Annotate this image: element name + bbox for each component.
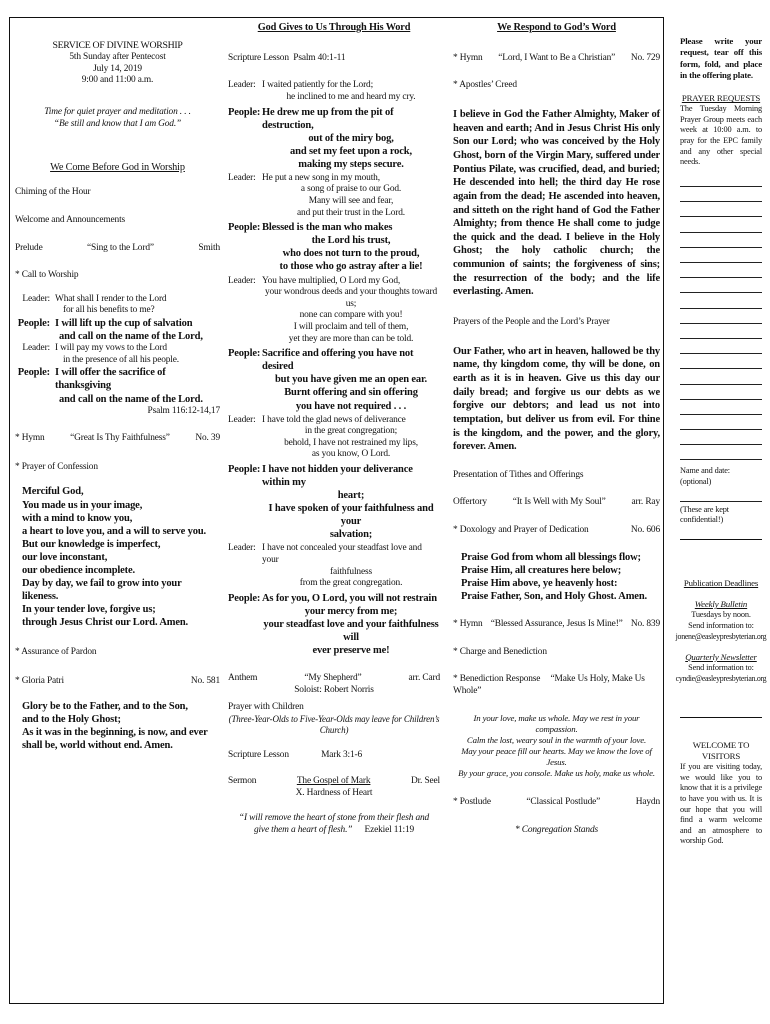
hymn-number: No. 39 <box>195 433 220 444</box>
psalm-text: yet they are more than can be told. <box>288 333 414 344</box>
psalm-line <box>228 310 440 322</box>
divider-1 <box>680 526 762 540</box>
hymn-2-title: “Lord, I Want to Be a Christian” <box>498 52 616 63</box>
psalm-role <box>228 426 262 438</box>
psalm-text: none can compare with you! <box>299 310 403 321</box>
psalm-text: from the great congregation. <box>299 578 403 589</box>
gloria-line: Glory be to the Father, and to the Son, <box>22 700 188 712</box>
psalm-role <box>228 260 262 273</box>
confession-line: Day by day, we fail to grow into your likeness. <box>22 577 182 602</box>
psalm-text: your mercy from me; <box>304 605 398 617</box>
scripture-lesson-1 <box>228 53 440 65</box>
psalm-line <box>228 438 440 450</box>
psalm-role: People: <box>228 348 261 360</box>
psalm-role <box>228 528 262 541</box>
psalm-text: He drew me up from the pit of destruction, <box>262 106 394 131</box>
psalm-role: Leader: <box>228 80 256 91</box>
sermon-row <box>228 776 440 788</box>
call-role <box>15 330 55 343</box>
doxology-line: Praise God from whom all blessings flow; <box>461 551 641 563</box>
psalm-text: I will proclaim and tell of them, <box>293 322 409 333</box>
offertory-title: “It Is Well with My Soul” <box>512 497 606 508</box>
psalm-text: and set my feet upon a rock, <box>290 145 412 157</box>
scripture-2-label: Scripture Lesson <box>228 750 289 761</box>
call-line <box>15 294 220 306</box>
psalm-line <box>228 145 440 158</box>
gloria-number: No. 581 <box>190 676 220 687</box>
scripture-1-label: Scripture Lesson <box>228 52 289 63</box>
gloria-row <box>15 676 220 688</box>
psalm-role <box>228 373 262 386</box>
call-line <box>15 355 220 367</box>
apostles-creed-label: * Apostles’ Creed <box>453 80 517 91</box>
psalm-text: You have multiplied, O Lord my God, <box>262 275 401 286</box>
psalm-role: Leader: <box>228 275 256 286</box>
call-role: Leader: <box>22 343 50 354</box>
hymn-row-3 <box>453 619 660 631</box>
offertory-label: Offertory <box>453 497 487 508</box>
weekly-bulletin-heading: Weekly Bulletin <box>694 599 748 610</box>
psalm-role <box>228 132 262 145</box>
call-role: People: <box>17 318 50 330</box>
psalm-text: He put a new song in my mouth, <box>262 172 380 183</box>
psalm-role <box>228 578 262 590</box>
meditation-line-1: Time for quiet prayer and meditation . . . <box>44 107 191 118</box>
psalm-role: People: <box>228 592 261 604</box>
psalm-text: I have told the glad news of deliverance <box>262 414 406 425</box>
confession-line: our obedience incomplete. <box>22 564 136 576</box>
anthem-label: Anthem <box>228 672 258 683</box>
psalm-role <box>228 618 262 644</box>
call-text: in the presence of all his people. <box>63 354 179 365</box>
psalm-role: Leader: <box>228 543 256 554</box>
psalm-text: as you know, O Lord. <box>311 449 391 460</box>
response-line: Calm the lost, weary soul in the warmth of your love. <box>466 735 647 746</box>
request-write-line[interactable] <box>680 385 762 400</box>
psalm-line <box>228 334 440 346</box>
call-role: People: <box>17 367 50 379</box>
psalm-line <box>228 489 440 502</box>
prayer-request-lines[interactable] <box>680 172 762 461</box>
psalm-line <box>228 184 440 196</box>
request-write-line[interactable] <box>680 354 762 369</box>
doxology-line: Praise Him above, ye heavenly host: <box>461 577 618 589</box>
psalm-role <box>228 184 262 196</box>
psalm-line <box>228 247 440 260</box>
assurance-of-pardon: * Assurance of Pardon <box>15 646 97 657</box>
lords-prayer-text: Our Father, who art in heaven, hallowed be thy name, thy kingdom come, thy will be done, on earth as it is in heaven. Give us this day our daily bread; and forgive us our debts as we forgive our debtors; and lead us not into temptation, but deliver us from evil. For thine is the kingdom, and the power, and the glory, forever. Amen. <box>453 345 660 453</box>
psalm-text: Sacrifice and offering you have not desired <box>262 348 414 373</box>
psalm-line <box>228 618 440 644</box>
anthem-soloist: Soloist: Robert Norris <box>294 684 374 695</box>
request-write-line[interactable] <box>680 400 762 415</box>
request-write-line[interactable] <box>680 263 762 278</box>
psalm-line <box>228 276 440 288</box>
tear-off-sidebar <box>675 36 767 847</box>
psalm-stanza <box>228 415 440 462</box>
psalm-role: People: <box>228 464 261 476</box>
tithes-offerings-label: Presentation of Tithes and Offerings <box>453 469 584 480</box>
psalm-text: I waited patiently for the Lord; <box>262 80 374 91</box>
request-write-line[interactable] <box>680 369 762 384</box>
gloria-line: As it was in the beginning, is now, and ever <box>22 727 208 738</box>
doxology-number: No. 606 <box>630 525 660 536</box>
psalm-line <box>228 449 440 461</box>
divider-2 <box>680 684 762 718</box>
request-write-line[interactable] <box>680 430 762 445</box>
benediction-response-label: * Benediction Response <box>453 674 541 685</box>
confession-line: our love inconstant, <box>22 551 108 563</box>
confession-line: through Jesus Christ our Lord. Amen. <box>22 616 189 628</box>
psalm-stanza <box>228 276 440 346</box>
psalm-role <box>228 92 262 104</box>
call-role <box>15 393 55 406</box>
psalm-line <box>228 173 440 185</box>
psalm-text: the Lord his trust, <box>311 235 391 247</box>
scripture-lesson-2 <box>228 750 440 762</box>
psalm-line <box>228 322 440 334</box>
call-line <box>15 366 220 392</box>
psalm-role <box>228 605 262 618</box>
service-title: SERVICE OF DIVINE WORSHIP <box>52 40 183 51</box>
request-write-line[interactable] <box>680 233 762 248</box>
prayer-with-children: Prayer with Children <box>228 702 304 713</box>
psalm-stanza <box>228 106 440 171</box>
psalm-text: and put their trust in the Lord. <box>297 207 405 218</box>
response-line: In your love, make us whole. May we rest in your compassion. <box>473 713 640 735</box>
psalm-stanza <box>228 347 440 412</box>
call-role: Leader: <box>22 293 50 304</box>
weekly-bulletin-email[interactable]: jonene@easleypresbyterian.org <box>675 631 767 641</box>
psalm-text: a song of praise to our God. <box>300 184 402 195</box>
request-write-line[interactable] <box>680 293 762 308</box>
request-write-line[interactable] <box>680 172 762 187</box>
psalm-stanza <box>228 173 440 220</box>
confession-line: with a mind to know you, <box>22 512 133 524</box>
name-date-label: Name and date: (optional) <box>680 466 730 487</box>
prayer-of-confession <box>15 485 220 628</box>
publication-deadlines-heading: Publication Deadlines <box>683 577 759 588</box>
psalm-line <box>228 80 440 92</box>
psalm-line <box>228 260 440 273</box>
sermon-subtitle: X. Hardness of Heart <box>295 787 373 798</box>
welcome-heading-line-2: VISITORS <box>701 750 741 761</box>
call-to-worship-label: * Call to Worship <box>15 270 79 281</box>
psalm-text: Blessed is the man who makes <box>262 222 393 234</box>
request-write-line[interactable] <box>680 202 762 217</box>
psalm-role <box>228 438 262 450</box>
psalm-line <box>228 415 440 427</box>
hymn-2-label: * Hymn <box>453 52 483 63</box>
psalm-role <box>228 145 262 158</box>
prayer-group-text: The Tuesday Morning Prayer Group meets each week at 10:00 a.m. to pray for the EPC family and any other special needs. <box>680 104 762 167</box>
request-write-line[interactable] <box>680 309 762 324</box>
psalm-line <box>228 644 440 657</box>
psalm-role <box>228 247 262 260</box>
sermon-preacher: Dr. Seel <box>410 775 440 786</box>
request-write-line[interactable] <box>680 415 762 430</box>
psalm-role <box>228 208 262 220</box>
confession-line: In your tender love, forgive us; <box>22 603 156 615</box>
section-heading-come-before-god: We Come Before God in Worship <box>50 162 185 174</box>
psalm-role <box>228 334 262 346</box>
quarterly-newsletter-heading: Quarterly Newsletter <box>685 651 757 662</box>
psalm-text: Burnt offering and sin offering <box>284 387 418 399</box>
benediction-response-text <box>453 713 660 778</box>
call-text: and call on the name of the Lord. <box>59 393 203 405</box>
hymn-row-2 <box>453 53 660 65</box>
anthem-row <box>228 673 440 685</box>
psalm-text: faithfulness <box>330 566 372 577</box>
psalm-line <box>228 605 440 618</box>
psalm-role <box>228 234 262 247</box>
psalm-stanza <box>228 80 440 103</box>
psalm-text: I have not concealed your steadfast love and your <box>262 543 422 565</box>
doxology-row <box>453 525 660 537</box>
psalm-line <box>228 92 440 104</box>
gloria-label: * Gloria Patri <box>15 676 64 687</box>
psalm-text: your steadfast love and your faithfulness will <box>263 618 439 643</box>
call-text: I will pay my vows to the Lord <box>55 343 167 354</box>
offertory-row <box>453 497 660 509</box>
psalm-text: to those who go astray after a lie! <box>279 261 423 273</box>
prelude-row <box>15 243 220 255</box>
psalm-role <box>228 502 262 528</box>
psalm-role <box>228 644 262 657</box>
psalm-text: As for you, O Lord, you will not restrain <box>262 592 437 604</box>
meditation-line-2: “Be still and know that I am God.” <box>53 118 182 129</box>
psalm-line <box>228 132 440 145</box>
hymn-3-label: * Hymn <box>453 618 483 629</box>
psalm-line <box>228 347 440 373</box>
postlude-composer: Haydn <box>635 796 660 807</box>
psalm-text: but you have given me an open ear. <box>274 374 428 386</box>
confidential-note: (These are kept confidential!) <box>680 504 729 525</box>
quote-reference: Ezekiel 11:19 <box>364 824 415 835</box>
sunday-name: 5th Sunday after Pentecost <box>69 52 166 63</box>
confession-line: You made us in your image, <box>22 499 143 511</box>
ezekiel-quote <box>228 813 440 836</box>
call-to-worship <box>15 294 220 406</box>
prayer-form-intro: Please write your request, tear off this form, fold, and place in the offering plate. <box>680 36 762 80</box>
welcome-visitors-text: If you are visiting today, we would like you to know that it is a privilege to have you with us. It is our hope that you will find a warm welcome and an atmosphere to worship God. <box>680 762 762 846</box>
psalm-stanza <box>228 543 440 590</box>
doxology-text <box>453 551 660 603</box>
psalm-role: People: <box>228 106 261 118</box>
request-write-line[interactable] <box>680 217 762 232</box>
psalm-role: Leader: <box>228 414 256 425</box>
psalm-role <box>228 386 262 399</box>
psalm-role: People: <box>228 222 261 234</box>
psalm-line <box>228 463 440 489</box>
postlude-row <box>453 797 660 809</box>
scripture-2-ref: Mark 3:1-6 <box>321 750 363 761</box>
psalm-text: he inclined to me and heard my cry. <box>286 92 416 103</box>
anthem-arranger: arr. Card <box>408 672 440 683</box>
column-word <box>228 22 440 837</box>
psalm-role <box>228 400 262 413</box>
childrens-church-note: (Three-Year-Olds to Five-Year-Olds may leave for Children’s Church) <box>228 713 440 736</box>
psalm-line <box>228 502 440 528</box>
hymn-label: * Hymn <box>15 433 45 444</box>
call-text: I will lift up the cup of salvation <box>55 318 193 330</box>
psalm-role <box>228 158 262 171</box>
request-write-line[interactable] <box>680 248 762 263</box>
psalm-text: out of the miry bog, <box>308 132 394 144</box>
psalm-line <box>228 196 440 208</box>
request-write-line[interactable] <box>680 278 762 293</box>
quote-text: “I will remove the heart of stone from their flesh and give them a heart of flesh.” <box>238 813 430 835</box>
offertory-arranger: arr. Ray <box>631 497 660 508</box>
prelude-title: “Sing to the Lord” <box>87 242 154 253</box>
postlude-title: “Classical Postlude” <box>526 796 601 807</box>
charge-benediction-label: * Charge and Benediction <box>453 646 547 657</box>
psalm-line <box>228 234 440 247</box>
psalm-text: making my steps secure. <box>298 158 404 170</box>
hymn-3-title: “Blessed Assurance, Jesus Is Mine!” <box>490 618 623 629</box>
column-response <box>453 22 660 836</box>
call-text: and call on the name of the Lord, <box>59 331 203 343</box>
service-date: July 14, 2019 <box>93 63 142 74</box>
psalm-text: who does not turn to the proud, <box>282 248 420 260</box>
psalm-text: heart; <box>337 490 365 502</box>
psalm-role <box>228 287 262 310</box>
psalm-line <box>228 426 440 438</box>
psalm-role <box>228 196 262 208</box>
hymn-3-number: No. 839 <box>630 618 660 629</box>
congregation-stands-note: * Congregation Stands <box>515 824 598 835</box>
request-write-line[interactable] <box>680 339 762 354</box>
psalm-text: in the great congregation; <box>304 426 398 437</box>
call-reference: Psalm 116:12-14,17 <box>147 405 220 416</box>
request-write-line[interactable] <box>680 324 762 339</box>
call-text: I will offer the sacrifice of thanksgiving <box>55 367 166 392</box>
psalm-line <box>228 528 440 541</box>
response-line: May your peace fill our hearts. May we know the love of Jesus. <box>461 746 652 768</box>
confession-line: But our knowledge is imperfect, <box>22 538 161 550</box>
psalm-line <box>228 221 440 234</box>
psalm-role <box>228 310 262 322</box>
psalm-role <box>228 449 262 461</box>
psalm-line <box>228 543 440 566</box>
psalm-line <box>228 373 440 386</box>
confession-label: * Prayer of Confession <box>15 461 98 472</box>
psalm-role <box>228 567 262 579</box>
psalm-role <box>228 322 262 334</box>
confession-line: a heart to love you, and a will to serve you. <box>22 525 206 537</box>
psalm-text: salvation; <box>329 529 373 541</box>
request-write-line[interactable] <box>680 445 762 460</box>
doxology-label: * Doxology and Prayer of Dedication <box>453 525 589 536</box>
responsive-psalm <box>228 80 440 657</box>
response-line: By your grace, you console. Make us holy, make us whole. <box>458 768 655 779</box>
psalm-stanza <box>228 221 440 273</box>
doxology-line: Praise Father, Son, and Holy Ghost. Amen. <box>461 590 647 602</box>
psalm-line <box>228 208 440 220</box>
call-text: What shall I render to the Lord <box>55 293 167 304</box>
psalm-line <box>228 400 440 413</box>
psalm-text: behold, I have not restrained my lips, <box>284 437 418 448</box>
prayer-requests-heading: PRAYER REQUESTS <box>681 93 761 103</box>
call-line <box>15 317 220 330</box>
column-order-of-worship <box>15 22 220 752</box>
hymn-title: “Great Is Thy Faithfulness” <box>70 433 170 444</box>
psalm-stanza <box>228 592 440 657</box>
call-line <box>15 330 220 343</box>
gloria-line: shall be, world without end. Amen. <box>22 740 173 752</box>
psalm-line <box>228 158 440 171</box>
hymn-2-number: No. 729 <box>630 52 660 63</box>
prelude-composer: Smith <box>198 242 220 253</box>
gloria-line: and to the Holy Ghost; <box>22 713 121 725</box>
section-heading-god-gives: God Gives to Us Through His Word <box>257 22 411 33</box>
call-line <box>15 305 220 317</box>
psalm-line <box>228 567 440 579</box>
section-heading-we-respond: We Respond to God’s Word <box>497 22 616 33</box>
anthem-title: “My Shepherd” <box>304 672 362 683</box>
psalm-line <box>228 287 440 310</box>
confession-line: Merciful God, <box>22 486 84 498</box>
psalm-line <box>228 592 440 605</box>
scripture-1-ref: Psalm 40:1-11 <box>293 52 346 63</box>
psalm-text: ever preserve me! <box>312 644 390 656</box>
weekly-bulletin-send: Send information to: <box>688 621 754 631</box>
call-role <box>15 355 55 367</box>
psalm-role: Leader: <box>228 172 256 183</box>
psalm-role <box>228 489 262 502</box>
doxology-line: Praise Him, all creatures here below; <box>461 564 622 576</box>
quarterly-newsletter-email[interactable]: cyndie@easleypresbyterian.org <box>675 673 767 683</box>
apostles-creed-text: I believe in God the Father Almighty, Maker of heaven and earth; And in Jesus Christ His only Son our Lord; who was conceived by the Holy Ghost, born of the Virgin Mary, suffered under Pontius Pilate, was crucified, dead, and buried; He descended into hell; the third day He rose again from the dead; He ascended into heaven, and sitteth on the right hand of God the Father Almighty; from thence He shall come to judge the quick and the dead. I believe in the Holy Ghost; the holy catholic church; the communion of saints; the forgiveness of sins; the resurrection of the body; and the life everlasting. Amen. <box>453 109 660 298</box>
welcome-announcements: Welcome and Announcements <box>15 214 126 225</box>
call-line <box>15 343 220 355</box>
service-times: 9:00 and 11:00 a.m. <box>81 75 154 86</box>
psalm-line <box>228 386 440 399</box>
chiming-of-hour: Chiming of the Hour <box>15 187 91 198</box>
sermon-label: Sermon <box>228 775 257 786</box>
sermon-title: The Gospel of Mark <box>296 775 371 786</box>
gloria-patri-text <box>15 700 220 752</box>
psalm-stanza <box>228 463 440 541</box>
benediction-response-row <box>453 674 660 697</box>
psalm-text: your wondrous deeds and your thoughts toward us; <box>264 287 438 309</box>
name-date-line[interactable] <box>680 488 762 502</box>
call-text: for all his benefits to me? <box>63 305 155 316</box>
call-line <box>15 393 220 406</box>
psalm-text: Many will see and fear, <box>308 196 394 207</box>
hymn-row-1 <box>15 433 220 445</box>
request-write-line[interactable] <box>680 187 762 202</box>
welcome-heading-line-1: WELCOME TO <box>692 739 750 750</box>
psalm-line <box>228 578 440 590</box>
benediction-response-title: “Make Us Holy, Make Us Whole” <box>453 674 645 696</box>
postlude-label: * Postlude <box>453 796 491 807</box>
call-role <box>15 305 55 317</box>
weekly-bulletin-deadline: Tuesdays by noon. <box>691 610 751 620</box>
psalm-line <box>228 106 440 132</box>
prelude-label: Prelude <box>15 242 43 253</box>
psalm-text: you have not required . . . <box>295 400 407 412</box>
prayers-of-the-people-label: Prayers of the People and the Lord’s Prayer <box>453 317 610 328</box>
quarterly-newsletter-send: Send information to: <box>688 662 754 672</box>
psalm-text: I have spoken of your faithfulness and your <box>268 503 434 528</box>
psalm-text: I have not hidden your deliverance within my <box>262 464 413 489</box>
